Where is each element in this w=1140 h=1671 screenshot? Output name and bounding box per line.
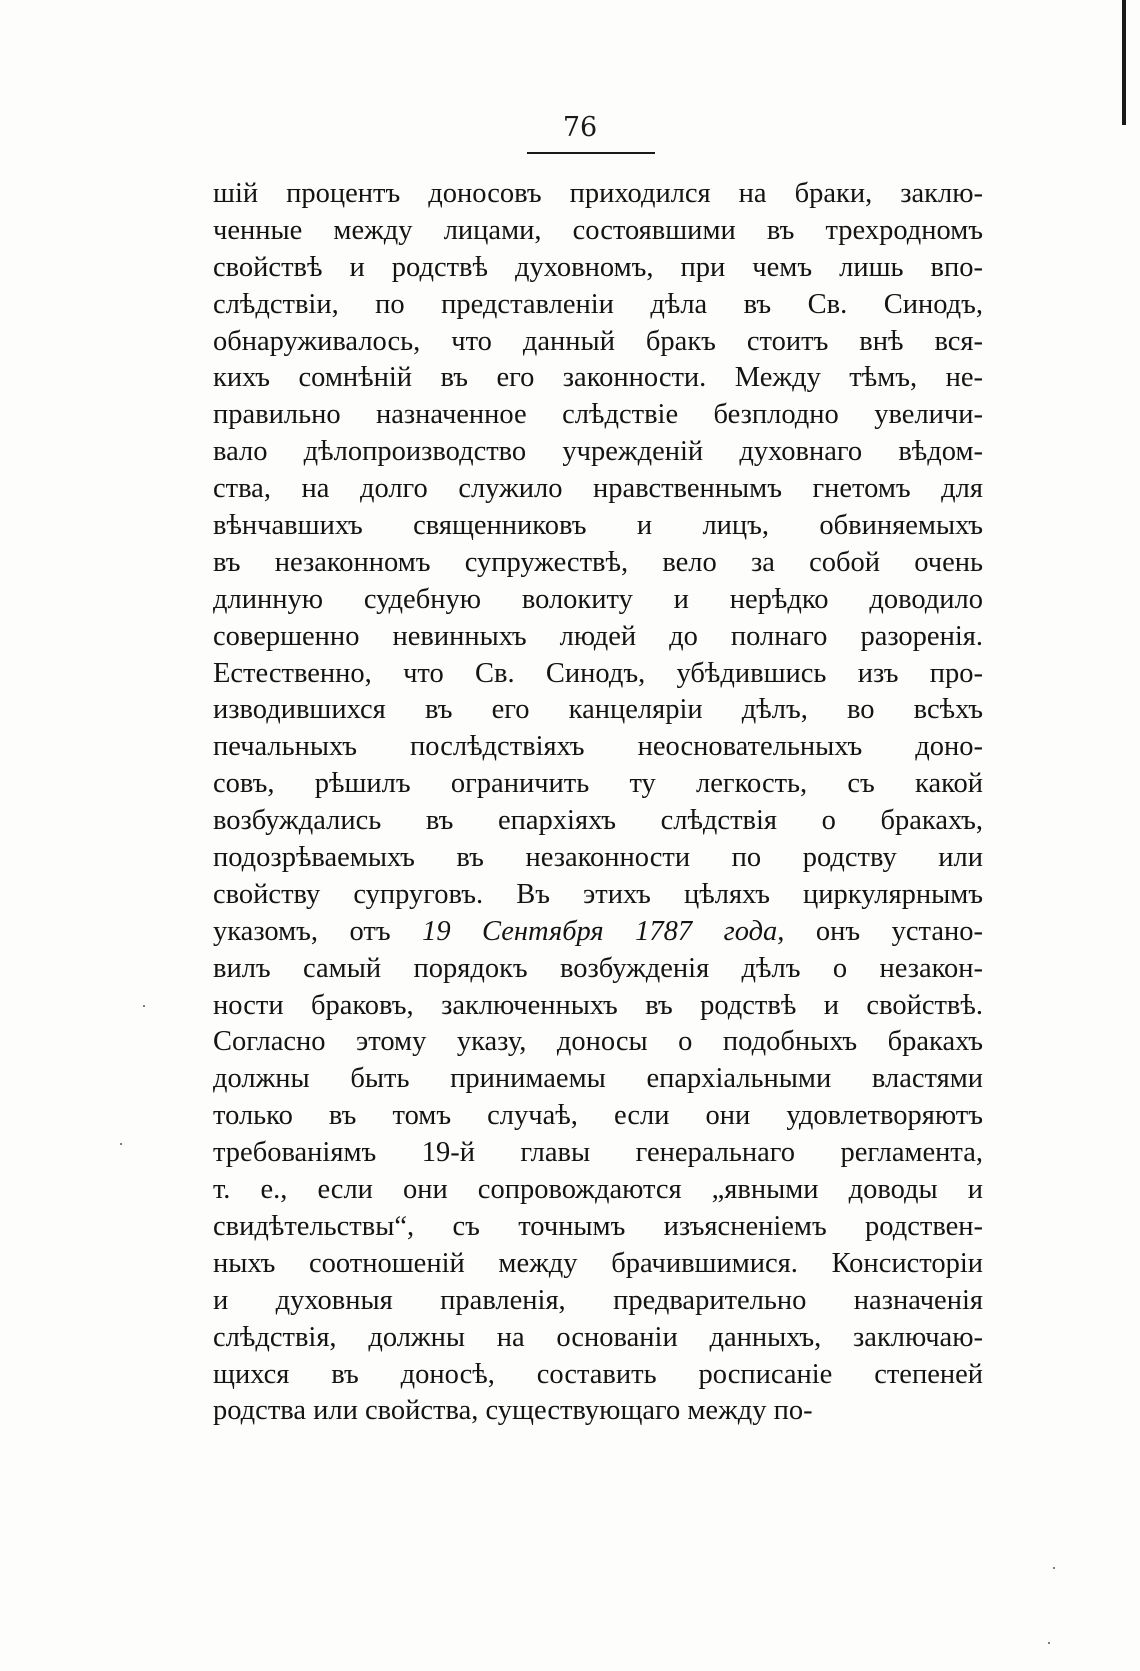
text-line: должны быть принимаемы епархіальными властями [213,1063,983,1095]
text-line: требованіямъ 19-й главы генеральнаго регламента, [213,1137,983,1169]
text-line: вѣнчавшихъ священниковъ и лицъ, обвиняемыхъ [213,510,983,542]
text-line: шій процентъ доносовъ приходился на браки, заклю- [213,178,983,209]
text-line: длинную судебную волокиту и нерѣдко доводило [213,583,983,615]
text-line: правильно назначенное слѣдствіе безплодно увеличи- [213,399,983,431]
text-line: родства или свойства, существующаго между по- [213,1395,813,1427]
text-segment: указомъ, отъ [213,915,423,947]
text-segment: онъ устано- [784,915,983,947]
text-line-with-date [213,914,983,951]
text-line: свидѣтельствы“, съ точнымъ изъясненіемъ родствен- [213,1210,983,1242]
text-line: изводившихся въ его канцеляріи дѣлъ, во всѣхъ [213,694,983,726]
text-line: ства, на долго служило нравственнымъ гнетомъ для [213,473,983,505]
text-line: обнаруживалось, что данный бракъ стоитъ внѣ вся- [213,325,983,357]
text-line: подозрѣваемыхъ въ незаконности по родству или [213,842,983,874]
decree-date: 19 Сентября 1787 года, [422,915,785,947]
text-line: щихся въ доносѣ, составить росписаніе степеней [213,1358,983,1390]
text-line: Естественно, что Св. Синодъ, убѣдившись изъ про- [213,657,983,689]
scan-speck [1048,1642,1050,1644]
text-line: печальныхъ послѣдствіяхъ неосновательныхъ доно- [213,731,983,763]
scan-speck [143,1005,145,1007]
text-line: свойству супруговъ. Въ этихъ цѣляхъ циркулярнымъ [213,878,983,910]
text-line: только въ томъ случаѣ, если они удовлетворяютъ [213,1100,983,1132]
text-line: и духовныя правленія, предварительно назначенія [213,1284,983,1316]
text-line: Согласно этому указу, доносы о подобныхъ бракахъ [213,1026,983,1058]
text-line: вилъ самый порядокъ возбужденія дѣлъ о незакон- [213,952,983,984]
text-line: совершенно невинныхъ людей до полнаго разоренія. [213,620,983,652]
page-number: 76 [562,112,598,143]
text-line: возбуждались въ епархіяхъ слѣдствія о бракахъ, [213,805,983,837]
text-line: въ незаконномъ супружествѣ, вело за собой очень [213,546,983,578]
text-line: кихъ сомнѣній въ его законности. Между тѣмъ, не- [213,362,983,394]
text-line: ности браковъ, заключенныхъ въ родствѣ и свойствѣ. [213,989,983,1021]
text-line: ныхъ соотношеній между брачившимися. Консисторіи [213,1247,983,1279]
text-line: слѣдствіи, по представленіи дѣла въ Св. Синодъ, [213,288,983,320]
page-number-rule [527,152,655,154]
text-line: т. е., если они сопровождаются „явными доводы и [213,1174,983,1206]
text-line: слѣдствія, должны на основаніи данныхъ, заключаю- [213,1321,983,1353]
page-edge-mark [1122,0,1126,125]
text-line: свойствѣ и родствѣ духовномъ, при чемъ лишь впо- [213,251,983,283]
body-text [213,176,983,1430]
scan-speck [1053,1567,1055,1569]
text-line: совъ, рѣшилъ ограничить ту легкость, съ какой [213,768,983,800]
text-line: ченные между лицами, состоявшими въ трехродномъ [213,214,983,246]
text-line: вало дѣлопроизводство учрежденій духовнаго вѣдом- [213,436,983,468]
scan-speck [120,1143,122,1145]
